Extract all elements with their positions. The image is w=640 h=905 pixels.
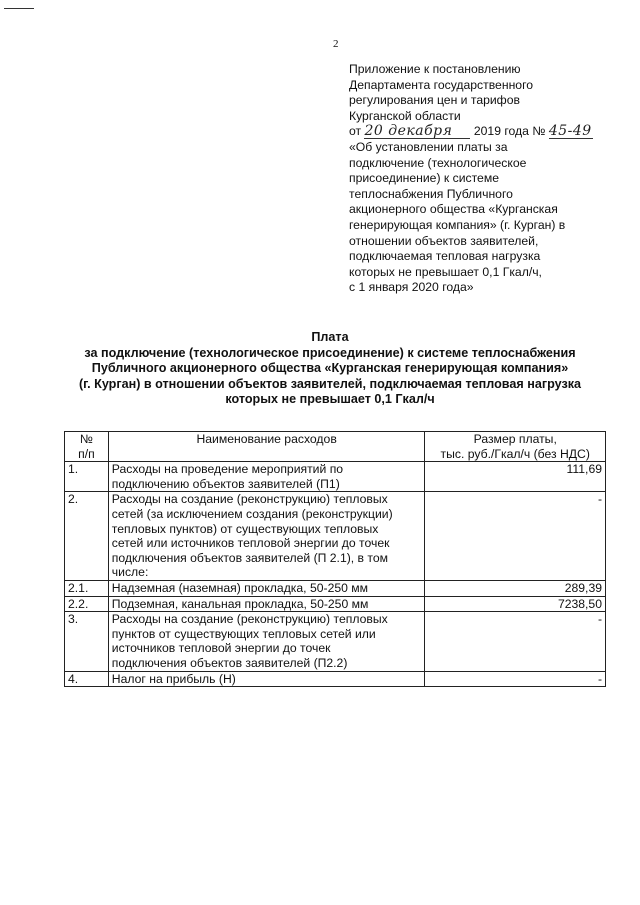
document-title	[60, 330, 600, 408]
row-name: Расходы на создание (реконструкцию) тепловых пунктов от существующих тепловых сетей или источников тепловой энергии до точек подключения объектов заявителей (П2.2)	[108, 612, 425, 671]
title-line: Публичного акционерного общества «Курганская генерирующая компания»	[91, 361, 569, 376]
row-num: 2.1.	[65, 580, 109, 596]
appendix-date-line	[349, 124, 609, 140]
row-value: 7238,50	[425, 596, 606, 612]
handwritten-date: 20 декабря	[364, 125, 470, 139]
table-row	[65, 612, 606, 671]
row-name: Расходы на создание (реконструкцию) тепловых сетей (за исключением создания (реконструкции) тепловых пунктов) от существующих тепловых сетей или источников тепловой энергии до точек подключения объектов заявителей (П 2.1), в том числе:	[108, 492, 425, 581]
row-value: -	[425, 492, 606, 581]
page-number: 2	[333, 38, 339, 50]
table-row	[65, 492, 606, 581]
row-name: Расходы на проведение мероприятий по подключению объектов заявителей (П1)	[108, 462, 425, 492]
subject-line: подключение (технологическое	[349, 155, 527, 170]
date-suffix: 2019 года №	[473, 124, 546, 139]
row-name: Подземная, канальная прокладка, 50-250 мм	[108, 596, 425, 612]
corner-mark	[4, 8, 34, 9]
subject-line: генерирующая компания» (г. Курган) в	[349, 217, 566, 232]
row-name: Налог на прибыль (Н)	[108, 671, 425, 687]
title-line: которых не превышает 0,1 Гкал/ч	[225, 392, 435, 407]
handwritten-number: 45-49	[548, 123, 592, 140]
header-num: № п/п	[65, 432, 109, 462]
subject-line: акционерного общества «Курганская	[349, 202, 558, 217]
table-row	[65, 462, 606, 492]
subject-line: теплоснабжения Публичного	[349, 186, 513, 201]
table-row	[65, 596, 606, 612]
row-name: Надземная (наземная) прокладка, 50-250 мм	[108, 580, 425, 596]
subject-line: отношении объектов заявителей,	[349, 233, 539, 248]
row-value: -	[425, 612, 606, 671]
appendix-line: Курганской области	[349, 108, 461, 123]
subject-line: с 1 января 2020 года»	[349, 280, 474, 295]
row-value: -	[425, 671, 606, 687]
row-value: 111,69	[425, 462, 606, 492]
row-num: 2.	[65, 492, 109, 581]
title-line: Плата	[311, 330, 349, 344]
appendix-line: Приложение к постановлению	[349, 62, 521, 76]
header-name: Наименование расходов	[108, 432, 425, 462]
subject-line: подключаемая тепловая нагрузка	[349, 249, 541, 264]
subject-line: присоединение) к системе	[349, 171, 499, 186]
appendix-line: регулирования цен и тарифов	[349, 93, 520, 108]
row-num: 1.	[65, 462, 109, 492]
row-value: 289,39	[425, 580, 606, 596]
appendix-header	[349, 62, 609, 296]
table-row	[65, 671, 606, 687]
table-row	[65, 580, 606, 596]
header-value: Размер платы, тыс. руб./Гкал/ч (без НДС)	[425, 432, 606, 462]
row-num: 2.2.	[65, 596, 109, 612]
table-header-row	[65, 432, 606, 462]
title-line: за подключение (технологическое присоединение) к системе теплоснабжения	[84, 345, 576, 360]
date-prefix: от	[349, 124, 362, 139]
subject-line: «Об установлении платы за	[349, 139, 508, 154]
row-num: 3.	[65, 612, 109, 671]
title-line: (г. Курган) в отношении объектов заявителей, подключаемая тепловая нагрузка	[78, 376, 582, 391]
subject-line: которых не превышает 0,1 Гкал/ч,	[349, 264, 542, 279]
appendix-line: Департамента государственного	[349, 77, 534, 92]
fees-table	[64, 431, 606, 687]
row-num: 4.	[65, 671, 109, 687]
